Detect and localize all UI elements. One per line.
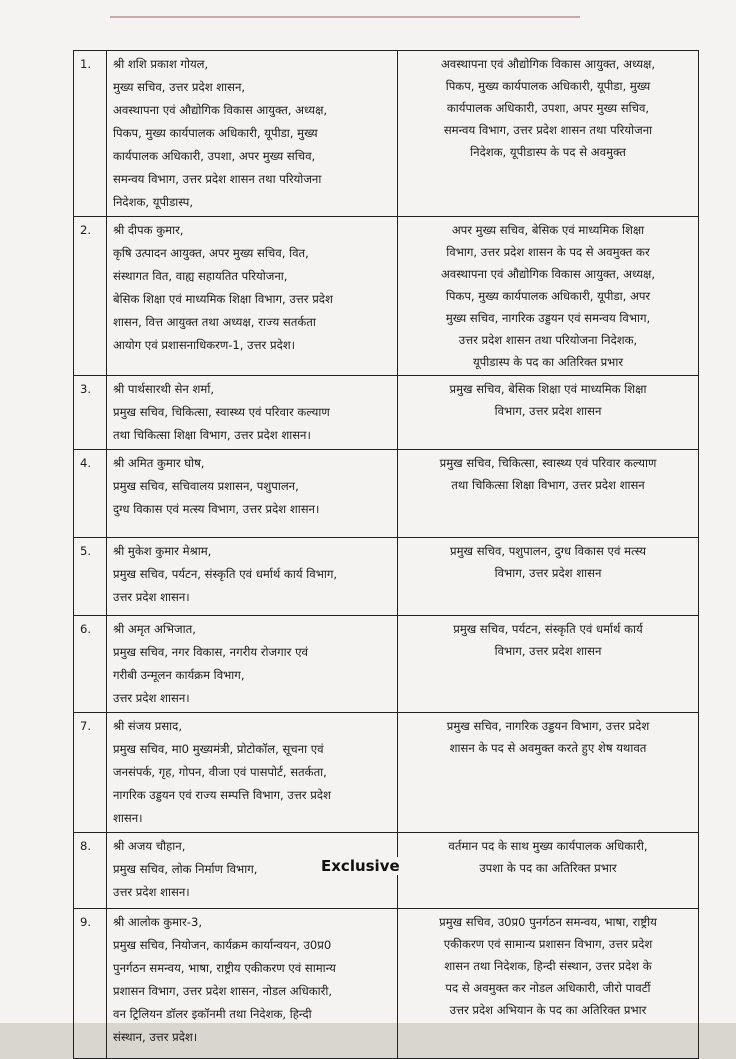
current-posting-line: कार्यपालक अधिकारी, उपशा, अपर मुख्य सचिव, — [113, 149, 316, 163]
new-posting — [398, 450, 699, 538]
current-posting-line: दुग्ध विकास एवं मत्स्य विभाग, उत्तर प्रदेश शासन। — [113, 502, 320, 516]
new-posting-line: निदेशक, यूपीडास्प के पद से अवमुक्त — [470, 145, 626, 159]
row-number: 9. — [74, 909, 107, 1059]
officer-current-posting — [107, 51, 398, 217]
new-posting-line: उत्तर प्रदेश अभियान के पद का अतिरिक्त प्रभार — [449, 1003, 647, 1017]
current-posting-line: तथा चिकित्सा शिक्षा विभाग, उत्तर प्रदेश शासन। — [113, 428, 311, 442]
officer-name: श्री संजय प्रसाद, — [113, 719, 183, 733]
officer-current-posting — [107, 450, 398, 538]
current-posting-line: बेसिक शिक्षा एवं माध्यमिक शिक्षा विभाग, उत्तर प्रदेश — [113, 292, 333, 306]
new-posting-line: पिकप, मुख्य कार्यपालक अधिकारी, यूपीडा, मुख्य — [445, 79, 651, 93]
new-posting-line: समन्वय विभाग, उत्तर प्रदेश शासन तथा परियोजना — [443, 123, 653, 137]
current-posting-line: समन्वय विभाग, उत्तर प्रदेश शासन तथा परियोजना — [113, 172, 322, 186]
table-row — [74, 450, 699, 538]
new-posting-line: उपशा के पद का अतिरिक्त प्रभार — [479, 861, 617, 875]
row-number: 3. — [74, 376, 107, 450]
current-posting-line: उत्तर प्रदेश शासन। — [113, 885, 190, 899]
officer-name: श्री दीपक कुमार, — [113, 223, 184, 237]
table-row — [74, 909, 699, 1059]
row-number: 7. — [74, 713, 107, 833]
new-posting-line: प्रमुख सचिव, पर्यटन, संस्कृति एवं धर्मार्थ कार्य — [453, 622, 643, 636]
new-posting-line: प्रमुख सचिव, नागरिक उड्डयन विभाग, उत्तर प्रदेश — [446, 719, 650, 733]
new-posting-line: शासन के पद से अवमुक्त करते हुए शेष यथावत — [449, 741, 647, 755]
new-posting-line: विभाग, उत्तर प्रदेश शासन — [494, 566, 602, 580]
page-top-edge — [110, 16, 580, 18]
current-posting-line: वन ट्रिलियन डॉलर इकॉनमी तथा निदेशक, हिन्दी — [113, 1007, 312, 1021]
row-number: 8. — [74, 833, 107, 909]
new-posting-line: एकीकरण एवं सामान्य प्रशासन विभाग, उत्तर प्रदेश — [443, 937, 653, 951]
officer-name: श्री आलोक कुमार-3, — [113, 915, 203, 929]
new-posting — [398, 51, 699, 217]
current-posting-line: प्रमुख सचिव, लोक निर्माण विभाग, — [113, 862, 258, 876]
row-number: 6. — [74, 616, 107, 713]
current-posting-line: संस्थान, उत्तर प्रदेश। — [113, 1030, 198, 1044]
officer-name: श्री अमृत अभिजात, — [113, 622, 196, 636]
new-posting — [398, 538, 699, 616]
current-posting-line: संस्थागत वित, वाह्य सहायतित परियोजना, — [113, 269, 288, 283]
current-posting-line: प्रमुख सचिव, नगर विकास, नगरीय रोजगार एवं — [113, 645, 308, 659]
current-posting-line: प्रशासन विभाग, उत्तर प्रदेश शासन, नोडल अधिकारी, — [113, 984, 333, 998]
new-posting-line: अवस्थापना एवं औद्योगिक विकास आयुक्त, अध्यक्ष, — [440, 267, 656, 281]
current-posting-line: पिकप, मुख्य कार्यपालक अधिकारी, यूपीडा, मुख्य — [113, 126, 318, 140]
new-posting-line: तथा चिकित्सा शिक्षा विभाग, उत्तर प्रदेश शासन — [451, 478, 645, 492]
officer-name: श्री पार्थसारथी सेन शर्मा, — [113, 382, 215, 396]
current-posting-line: मुख्य सचिव, उत्तर प्रदेश शासन, — [113, 80, 246, 94]
new-posting-line: यूपीडास्प के पद का अतिरिक्त प्रभार — [472, 355, 624, 369]
current-posting-line: प्रमुख सचिव, नियोजन, कार्यक्रम कार्यान्वयन, उ0प्र0 — [113, 938, 332, 952]
current-posting-line: प्रमुख सचिव, चिकित्सा, स्वास्थ्य एवं परिवार कल्याण — [113, 405, 330, 419]
new-posting — [398, 217, 699, 376]
officer-current-posting — [107, 713, 398, 833]
officer-name: श्री अमित कुमार घोष, — [113, 456, 205, 470]
current-posting-line: शासन। — [113, 811, 143, 825]
new-posting-line: पिकप, मुख्य कार्यपालक अधिकारी, यूपीडा, अपर — [445, 289, 651, 303]
officer-current-posting — [107, 909, 398, 1059]
new-posting-line: विभाग, उत्तर प्रदेश शासन — [494, 644, 602, 658]
row-number: 5. — [74, 538, 107, 616]
officer-current-posting — [107, 376, 398, 450]
current-posting-line: निदेशक, यूपीडास्प, — [113, 195, 194, 209]
current-posting-line: आयोग एवं प्रशासनाधिकरण-1, उत्तर प्रदेश। — [113, 338, 296, 352]
row-number: 4. — [74, 450, 107, 538]
new-posting-line: प्रमुख सचिव, उ0प्र0 पुनर्गठन समन्वय, भाषा, राष्ट्रीय — [439, 915, 657, 929]
new-posting-line: विभाग, उत्तर प्रदेश शासन — [494, 404, 602, 418]
current-posting-line: उत्तर प्रदेश शासन। — [113, 691, 190, 705]
current-posting-line: कृषि उत्पादन आयुक्त, अपर मुख्य सचिव, वित, — [113, 246, 309, 260]
transfer-table — [73, 50, 699, 1059]
current-posting-line: प्रमुख सचिव, मा0 मुख्यमंत्री, प्रोटोकॉल, सूचना एवं — [113, 742, 324, 756]
current-posting-line: अवस्थापना एवं औद्योगिक विकास आयुक्त, अध्यक्ष, — [113, 103, 328, 117]
current-posting-line: पुनर्गठन समन्वय, भाषा, राष्ट्रीय एकीकरण एवं सामान्य — [113, 961, 336, 975]
table-row — [74, 713, 699, 833]
new-posting — [398, 616, 699, 713]
new-posting-line: प्रमुख सचिव, बेसिक शिक्षा एवं माध्यमिक शिक्षा — [449, 382, 647, 396]
current-posting-line: नागरिक उड्डयन एवं राज्य सम्पत्ति विभाग, उत्तर प्रदेश — [113, 788, 331, 802]
table-row — [74, 217, 699, 376]
row-number: 2. — [74, 217, 107, 376]
new-posting-line: मुख्य सचिव, नागरिक उड्डयन एवं समन्वय विभाग, — [445, 311, 651, 325]
new-posting — [398, 909, 699, 1059]
new-posting-line: प्रमुख सचिव, चिकित्सा, स्वास्थ्य एवं परिवार कल्याण — [439, 456, 657, 470]
officer-current-posting — [107, 217, 398, 376]
officer-current-posting — [107, 538, 398, 616]
officer-name: श्री अजय चौहान, — [113, 839, 186, 853]
officer-current-posting — [107, 616, 398, 713]
new-posting-line: कार्यपालक अधिकारी, उपशा, अपर मुख्य सचिव, — [446, 101, 650, 115]
current-posting-line: प्रमुख सचिव, पर्यटन, संस्कृति एवं धर्मार्थ कार्य विभाग, — [113, 567, 338, 581]
table-row — [74, 51, 699, 217]
officer-name: श्री मुकेश कुमार मेश्राम, — [113, 544, 212, 558]
new-posting-line: अपर मुख्य सचिव, बेसिक एवं माध्यमिक शिक्षा — [451, 223, 645, 237]
new-posting-line: शासन तथा निदेशक, हिन्दी संस्थान, उत्तर प्रदेश के — [444, 959, 652, 973]
current-posting-line: गरीबी उन्मूलन कार्यक्रम विभाग, — [113, 668, 245, 682]
exclusive-watermark: Exclusive — [318, 857, 403, 875]
new-posting — [398, 713, 699, 833]
table-row — [74, 538, 699, 616]
new-posting — [398, 833, 699, 909]
current-posting-line: प्रमुख सचिव, सचिवालय प्रशासन, पशुपालन, — [113, 479, 299, 493]
current-posting-line: उत्तर प्रदेश शासन। — [113, 590, 190, 604]
new-posting-line: पद से अवमुक्त कर नोडल अधिकारी, जीरो पावर्टी — [445, 981, 651, 995]
current-posting-line: शासन, वित्त आयुक्त तथा अध्यक्ष, राज्य सतर्कता — [113, 315, 316, 329]
officer-name: श्री शशि प्रकाश गोयल, — [113, 57, 209, 71]
table-row — [74, 616, 699, 713]
new-posting-line: अवस्थापना एवं औद्योगिक विकास आयुक्त, अध्यक्ष, — [440, 57, 656, 71]
new-posting-line: विभाग, उत्तर प्रदेश शासन के पद से अवमुक्त कर — [446, 245, 650, 259]
new-posting-line: उत्तर प्रदेश शासन तथा परियोजना निदेशक, — [458, 333, 638, 347]
table-row — [74, 376, 699, 450]
current-posting-line: जनसंपर्क, गृह, गोपन, वीजा एवं पासपोर्ट, सतर्कता, — [113, 765, 327, 779]
new-posting-line: प्रमुख सचिव, पशुपालन, दुग्ध विकास एवं मत्स्य — [450, 544, 646, 558]
new-posting — [398, 376, 699, 450]
new-posting-line: वर्तमान पद के साथ मुख्य कार्यपालक अधिकारी, — [448, 839, 648, 853]
row-number: 1. — [74, 51, 107, 217]
